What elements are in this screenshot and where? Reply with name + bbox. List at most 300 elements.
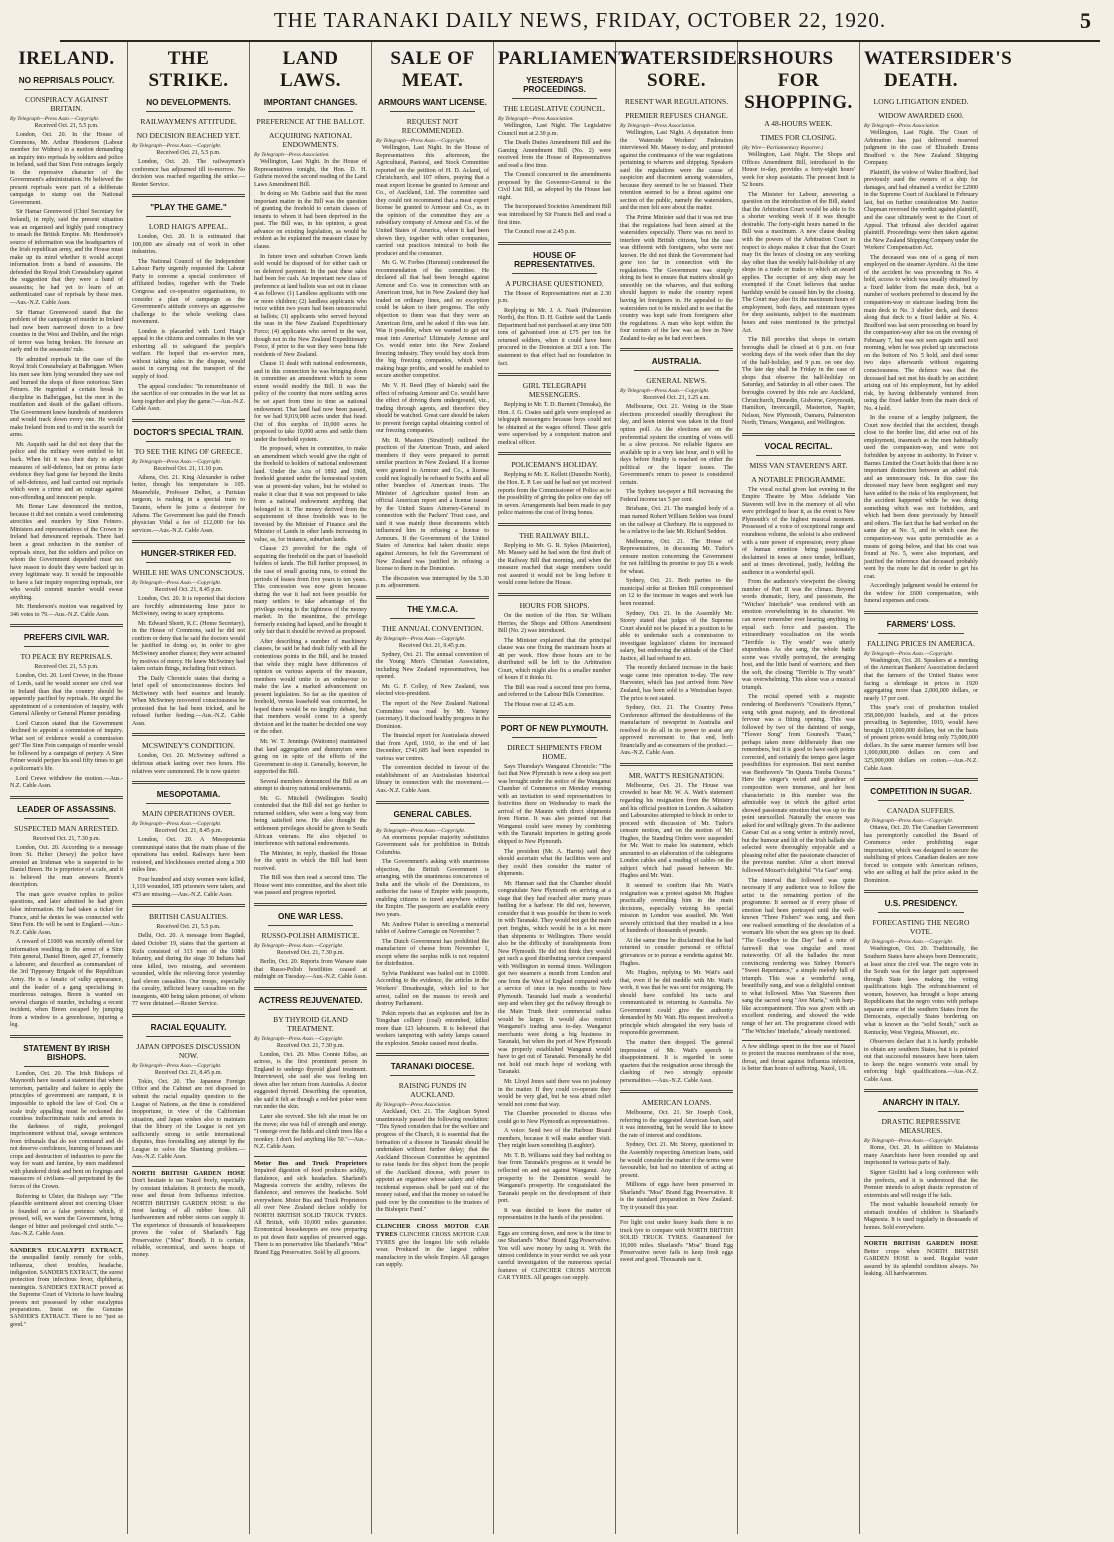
article-paragraph: The report of the New Zealand National Committee was read by Mr. Varney (secretary). It disclosed healthy progress in the Dominion.	[376, 701, 490, 730]
article-paragraph: The president (Mr. A. Harris) said they should ascertain what the facilities were and they could then consider the matter of shipments.	[498, 848, 611, 878]
article-paragraph: London, Oct. 20. McSwiney suffered a delirious attack lasting over two hours. His relatives were summoned. He is now quieter.	[132, 753, 245, 775]
article-headline: TARANAKI DIOCESE.	[390, 1062, 475, 1072]
column	[128, 42, 250, 1534]
column-heading: HOURS FOR SHOPPING.	[744, 48, 853, 113]
dateline: Received Oct. 21, 5.5 p.m.	[156, 924, 221, 931]
headline-rule	[390, 111, 475, 112]
article-paragraph: The Chamber proceeded to discuss who could go to New Plymouth as representatives.	[498, 1111, 611, 1125]
article-paragraph: Rome, Oct. 20. In addition to Malatesta many Anarchists have been rounded up and imprisoned in various parts of Italy.	[864, 1145, 978, 1167]
article-divider	[498, 715, 611, 718]
article-paragraph: Melbourne, Oct. 21. The House of Representatives, in discussing Mr. Tudor's censure motion concerning the Government for not fulfilling its promise to pay £6 a week for wheat.	[620, 538, 733, 575]
article-subheading: LONG LITIGATION ENDED.	[873, 97, 969, 106]
headline-rule	[24, 646, 109, 647]
advertisement	[620, 1216, 733, 1264]
article-paragraph: Sydney, Oct. 21. Mr. Storey, questioned in the Assembly respecting American loans, said he would consider the matter if the terms were favourable, but had no intention of acting at present.	[620, 1142, 733, 1179]
advertisement-title: SANDER'S EUCALYPTI EXTRACT,	[10, 1246, 123, 1254]
article-paragraph: The Bill was then read a second time. The House went into committee, and the short title was passed and progress reported.	[254, 875, 367, 897]
article-paragraph: The matter then dropped. The general impression of Mr. Watt's speech is disappointment. It is regarded in some quarters that the resignation arose through the clashing of two strongly opposite personalities.—Aus.-N.Z. Cable Assn.	[620, 1039, 733, 1084]
article-paragraph: Sir Hamar Greenwood stated that the problem of the campaign of murder in Ireland had now been narrowed down to a few counties in the West and Dublin, and the reign of terror was being broken. He foresaw an early end to the assassins' rule.	[10, 309, 123, 354]
dateline: Received Oct. 21, 9.45 p.m.	[398, 642, 467, 649]
article-paragraph: On the motion of the Hon. Sir William Herries, the Shops and Offices Amendment Bill (No. 2) was introduced.	[498, 612, 611, 635]
advertisement-text: Don't hesitate to use Nazol freely, especially by constant inhalation. It protects the mouth, nose and throat from Influenza infection. NORTH BRITISH GARDEN HOSE is the most lasting of all rubber hose. All hardwaremen and rubber stores can supply it. The experience of thousands of housekeepers proves the value of Sharland's Egg Preservative ("Moa" Brand). It is certain, reliable, economical, and saves heaps of money.	[132, 1178, 245, 1259]
article-subheading: RAISING FUNDS IN AUCKLAND.	[398, 1081, 467, 1100]
column-heading: WATERSIDER'S DEATH.	[864, 48, 1013, 91]
article-paragraph: The Minister for Labour, answering a question on the introduction of the Bill, stated that the Arbitration Court would be able to fix a shorter working week if it was thought desirable. The forty-eight hours named in the Bill was a maximum. A new clause dealing with the powers of the Arbitration Court in respect to shops makes it clear that the Court may fix the hours of closing on any working day other than the weekly half-holiday of any shops in a trade or trades to which an award applies. The occupier of any shop may be exempted if the Court believes that undue hardship would be caused him by the closing. The Court may also fix the maximum hours of employment, both days, and minimum types for shop assistants, subject to the maximum hours and rates mentioned in the principal Act.	[742, 191, 855, 334]
article-paragraph: Mr. Edward Shortt, K.C. (Home Secretary), in the House of Commons, said he did not confirm or deny that he said the doctors would be justified in doing so, in order to give McSwiney another chance; they were actuated by motives of mercy. He knew McSwiney had taken certain things, including fruit extract.	[132, 620, 245, 673]
article-subheading: MCSWINEY'S CONDITION.	[142, 741, 235, 751]
headline-rule	[878, 633, 964, 634]
article-paragraph: London, Oct. 20. Miss Connie Ediss, an actress, is the first prominent person in England to undergo thyroid gland treatment. Interviewed, she said she was feeling ten down after her return from Australia. A doctor suggested thyroid. Describing the operation, she said it felt as though a red-hot poker were run under the skin.	[254, 1051, 367, 1111]
masthead-title: THE TARANAKI DAILY NEWS, FRIDAY, OCTOBER 22, 1920.	[273, 8, 887, 32]
article-paragraph: In future town and suburban Crown lands sold would be disposed of for either cash or on deferred payment. In the past these sales had been for cash. An important new class of preference at land ballots was set out in clause 4 as follows: (1) Landless applicants with one or more children; (2) landless applicants who twice within two years had been unsuccessful at ballots; (3) applicants who served beyond the seas in the New Zealand Expeditionary Force; (4) applicants who served in the war, though not in the New Zealand Expeditionary Force, if prior to the war they were bona fide residents of New Zealand.	[254, 253, 367, 358]
article-paragraph: The Bill was read a second time pro forma, and referred to the Labour Bills Committee.	[498, 684, 611, 699]
article-paragraph: After describing a number of machinery clauses, he said he had dealt fully with all the contentious points in the Bill, and he trusted that while they might have differences of opinion on various aspects of the measure, members would unite in an endeavour to make the law a marked advancement on present legislation. So far as the question of freehold, versus leasehold was concerned, he hoped there would be no lengthy debate, but that members would come to a speedy division and let the matter be decided one way or the other.	[254, 638, 367, 736]
article-divider	[132, 733, 245, 736]
advertisement	[742, 1040, 855, 1074]
article-headline: ARMOURS WANT LICENSE.	[378, 98, 487, 107]
article-paragraph: The Bill provides that shops in certain boroughs shall be closed at 6 p.m. on four working days of the week other than the day of the half-holiday, and 9 p.m. on one day. The late day shall be Friday in the case of shops that observe the half-holiday on Saturday, and Saturday in all other cases. The boroughs covered by this rule are Auckland, Christchurch, Dunedin, Gisborne, Greymouth, Hamilton, Invercargill, Masterton, Napier, Nelson, New Plymouth, Oamaru, Palmerston North, Timaru, Wanganui, and Wellington.	[742, 337, 855, 427]
article-paragraph: The convention decided in favour of the establishment of an Australasian historical library in connection with the movement.—Aus.-N.Z. Cable Assn.	[376, 765, 489, 795]
article-subheading: THE ANNUAL CONVENTION.	[381, 623, 484, 633]
byline: By Telegraph—Press Assn.—Copyright.	[132, 580, 222, 587]
article-subheading: PREFERENCE AT THE BALLOT.	[256, 117, 365, 126]
article-paragraph: Lord Curzon stated that the Government declined to appoint a commission of inquiry. What sort of evidence would a commission get? The Sinn Fein campaign of murder would be followed by a campaign of perjury. A Sinn Feiner would perjure his soul fifty times to get a policeman's life.	[10, 720, 123, 773]
article-subheading: CONSPIRACY AGAINST BRITAIN.	[25, 95, 108, 113]
columns	[6, 42, 1112, 1534]
article-headline: STATEMENT BY IRISH BISHOPS.	[23, 1043, 110, 1062]
article-paragraph: London, Oct. 20. It is reported that doctors are forcibly administering lime juice to McSwiney, owing to scary symptoms.	[132, 596, 245, 618]
byline: By Telegraph—Press Assn.—Copyright.	[864, 939, 954, 946]
byline: By Telegraph—Press Assn.—Copyright.	[132, 143, 222, 149]
article-paragraph: The Council rose at 2.45 p.m.	[504, 229, 576, 236]
dateline: Received Oct. 21, 7.30 p.m.	[276, 1042, 345, 1049]
column-heading: IRELAND.	[18, 48, 115, 69]
advertisement-title: NORTH BRITISH GARDEN HOSE	[132, 1169, 245, 1177]
byline: By Telegraph—Press Assn.—Copyright.	[132, 1062, 222, 1069]
byline: By Telegraph—Press Association.	[498, 116, 574, 122]
article-paragraph: The man gave evasive replies to police questions, and later admitted he had given false information. He had taken a ticket for France, and he denies he was connected with Sinn Fein. He will be sent to England.—Aus.-N.Z. Cable Assn.	[10, 891, 123, 936]
headline-rule	[390, 618, 475, 619]
article-divider	[132, 1014, 245, 1017]
dateline: Received Oct. 21, 5.5 p.m.	[156, 150, 221, 156]
article-headline: U.S. PRESIDENCY.	[884, 899, 958, 909]
byline: By Telegraph—Press Assn.—Copyright.	[376, 827, 466, 834]
article-paragraph: Wellington, Last Night. The Shops and Offices Amendment Bill, introduced in the House to-day, provides a forty-eight hours' week for shop assistants. The present limit is 52 hours.	[742, 152, 855, 189]
article-divider	[498, 523, 611, 526]
dateline: Received Oct. 21, 7.30 p.m.	[276, 949, 345, 956]
article-paragraph: Clause 23 provided for the right of acquiring the freehold on the part of leasehold holders of lands. The Bill further proposed, in the case of small grazing runs, to extend the periods of leases from five years to ten years. This concession was now given because during the war it had not been possible for many settlers to take advantage of the privilege owing to the tightness of the money market. In the meantime, the privilege formerly existing had lapsed, and he thought it only fair that it should be revived as proposed.	[254, 546, 367, 636]
advertisement-text: For light cost under heavy loads there is no truck tyre to compare with NORTH BRITISH SOLID TRUCK TYRES. Guaranteed for 10,000 miles. Sharland's "Moa" Brand Egg Preservative never fails to keep fresh eggs sweet and good. Thousands use it.	[620, 1220, 733, 1264]
article-divider	[10, 1035, 123, 1038]
article-divider	[376, 596, 489, 599]
column-heading: PARLIAMENT.	[498, 48, 636, 69]
article-paragraph: Wellington, Last Night. In the House of Representatives this afternoon, the Agricultural, Pastoral, and Stock Committee reported on the petition of H. D. Acland, of Christchurch, and 107 others, praying that a meat export license be granted to Armour and Co., of Auckland, Ltd. The committee said they could not recommend that a meat export license be granted to Armour and Co., as in the opinion of the committee they are a subsidiary company of Armour and Co. of the United States of America, where it had been shown they, together with other companies, carried out practices inimical to both the producer and the consumer.	[376, 145, 489, 257]
article-paragraph: Referring to Ulster, the Bishops say: "The plausible sentiment about not coercing Ulster is founded on a false pretence which, if pressed, will, we warn the Government, bring danger of bitter and prolonged civil strife."—Aus.-N.Z. Cable Assn.	[10, 1193, 123, 1238]
headline-rule	[268, 111, 353, 112]
article-headline: VOCAL RECITAL.	[764, 441, 833, 451]
column	[494, 42, 636, 1534]
headline-rule	[146, 441, 231, 442]
article-paragraph: Pekin reports that an explosion and fire in Tongshan colliery (coal) entombed, killed more than 123 labourers. It is believed that workers tampering with safety lamps caused the explosion. Smoke caused most deaths.	[376, 1010, 489, 1047]
article-paragraph: An enormous popular majority substitutes Government sale for prohibition in British Columbia.	[376, 834, 489, 856]
article-divider	[132, 419, 245, 422]
article-divider	[498, 242, 611, 245]
column	[250, 42, 372, 1534]
column	[616, 42, 763, 1534]
article-subheading: FALLING PRICES IN AMERICA.	[867, 638, 975, 648]
article-headline: FARMERS' LOSS.	[886, 619, 956, 629]
article-paragraph: Mr. Asquith said he did not deny that the police and the military were entitled to hit back. When hit it was their duty to adopt measures of self-defence, but on prima facie evidence they had gone far beyond the limits of self-defence, and had carried out reprisals which were a crime and an outrage against non-offending and innocent people.	[10, 441, 123, 501]
dateline: Received Oct. 21, 8.45 p.m.	[154, 828, 223, 835]
article-paragraph: He proposed, when in committee, to make an amendment which would give the right of the freehold to holders of national endowment land. Under the Acts of 1892 and 1908, freehold granted under the homestead system was at present-day values, but he wished to make it clear that it was not proposed to take from a national endowment anything that belonged to it. The money derived from the acquirement of these freeholds was to be invested by the Minister of Finance and the Minister of Lands in other lands increasing in value, as, for instance, suburban lands.	[254, 446, 367, 543]
article-paragraph: London, Oct. 20. Lord Crewe, in the House of Lords, said he would sooner see civil war in Ireland than that the country should be apparently pacified by reprisals. He urged the appointment of a commission of inquiry, with General Allenby or General Plumer presiding.	[10, 673, 123, 718]
article-paragraph: Mr. Hannan said that the Chamber should congratulate New Plymouth on arriving at a stage that they had reached after many years battling for a harbour. He did not, however, consider that it was possible for them to work in with Taranaki. They would not get the main port freights, which would be in a lot more than shipments to Wellington. There would also be the difficulty of transhipments from New Plymouth. He did not think they would get such a good distributing service compared with Wellington in normal times. Wellington got two steamers a month from London and one from the West of England compared with a service of once in two months to New Plymouth. Taranaki had made a wonderful step and when they got the railway through to the Main Trunk their commercial radius would be larger. It would also restrict Wanganui's trading area to-day. Wanganui merchants were doing a big business in Taranaki, but when the port of New Plymouth was properly established Wanganui would have to get out of Taranaki. Personally he did not hold out much hope of working with Taranaki.	[498, 880, 611, 1076]
article-divider	[498, 373, 611, 376]
article-divider	[620, 763, 733, 766]
advertisement	[498, 1227, 611, 1283]
dateline: Received Oct. 21, 11.10 p.m.	[153, 465, 224, 472]
article-subheading: GENERAL NEWS.	[646, 376, 707, 386]
article-paragraph: It was decided to leave the matter of representation in the hands of the president.	[498, 1207, 611, 1222]
article-paragraph: The Sydney tax-payer a Bill increasing the Federal income tax 5 per cent.	[620, 489, 733, 503]
article-paragraph: Four hundred and sixty women were killed, 1,119 wounded, 185 prisoners were taken, and 473 are missing.—Aus.-N.Z. Cable Assn.	[132, 876, 245, 898]
advertisement	[132, 1166, 245, 1260]
dateline: Received Oct. 21, 8.45 p.m.	[154, 587, 223, 594]
article-divider	[742, 433, 855, 436]
article-paragraph: Replying to Mr. E. Kellett (Dunedin North), the Hon. E. P. Lee said he had not yet received reports from the Commissioner of Police as to the possibility of giving the police one day off in seven. Arrangements had been made to pay police matrons the cost of living bonus.	[498, 472, 611, 517]
article-paragraph: From the audience's viewpoint the closing number of Part II was the climax. Beyond words dramatic, fiery, and passionate, the "Witches' Interlude" was rendered with an emotion overwhelming in its character. We can never remember ever hearing anything to equal such force and passion. The extraordinary vocalisation on the words "Terrible is Thy wrath" was utterly stupendous. As she sang, the whole battle scene was vividly portrayed, the avenging host, and the little band of warriors; and then the soft, the closing "Terrible is Thy wrath" was overwhelming. This alone was a musical triumph.	[742, 579, 855, 691]
article-paragraph: The House rose at 12.45 a.m.	[504, 701, 575, 708]
article-paragraph: Mr. Lloyd Jones said there was no jealousy in the matter. If they could co-operate they would be very glad, but he was afraid relief would not come that way.	[498, 1078, 611, 1108]
article-paragraph: The Incorporated Societies Amendment Bill was introduced by Sir Francis Bell and read a first time.	[498, 204, 611, 226]
article-subheading: AMERICAN LOANS.	[641, 1098, 712, 1108]
article-paragraph: London, Oct. 20. According to a message from St. Helier (Jersey) the police have arrested an Irishman who is suspected to be Daniel Breen. He is proprietor of a cafe, and it is believed the man answers Breen's description.	[10, 844, 123, 889]
article-paragraph: The Council concurred in the amendments proposed by the Governor-General to the Civil List Bill, as adopted by the House last night.	[498, 172, 611, 201]
article-paragraph: It seemed to confirm that Mr. Watt's resignation was a protest against Mr. Hughes practically overruling him in the main decisions, especially vetoing his special mission in London was assailed. Mr. Watt severely criticised that they resulted in a loss of hundreds of thousands of pounds.	[620, 883, 733, 935]
article-paragraph: The appeal concludes: "In remembrance of the sacrifice of our comrades in the war let us keep together and play the game."—Aus.-N.Z. Cable Assn.	[132, 383, 245, 413]
article-paragraph: Replying to Mr. G. R. Sykes (Masterton), Mr. Massey said he had seen the first draft of the Railway Bill that morning, and when the measure reached that stage members could rest assured it would not be long before it would come before the House.	[498, 542, 611, 587]
article-subheading: FORECASTING THE NEGRO VOTE.	[872, 918, 970, 937]
article-paragraph: Clause 11 dealt with national endowments, and in this connection he was bringing down in committee an amendment which to some extent would modify the Bill. It was the policy of the country that more settling acres be set apart from time to time as national endowment. That land had now been passed, for we had 9,019,000 acres under that head. Out of this surplus of 10,000 acres he proposed to take 10,000 acres and settle them under the freehold system.	[254, 361, 367, 443]
article-headline: DOCTOR'S SPECIAL TRAIN.	[133, 427, 244, 437]
article-paragraph: Plaintiff, the widow of Walter Bradford, had previously sued the owners of a ship for damages, and had obtained a verdict for £2900 in the Supreme Court of Auckland in February last, but on further consideration Mr. Justice Chapman reversed the verdict against plaintiff, and the case ultimately went to the Court of Appeal. That tribunal also decided against plaintiff. Proceedings were then taken against the New Zealand Shipping Company under the Workers' Compensation Act.	[864, 169, 978, 252]
article-subheading: RESENT WAR REGULATIONS.	[624, 97, 729, 106]
article-paragraph: Berlin, Oct. 20. Reports from Warsaw state that Russo-Polish hostilities ceased at midnight on Tuesday.—Aus.-N.Z. Cable Assn.	[254, 958, 367, 981]
article-paragraph: Sydney, Oct. 21. The Country Press Conference affirmed the desirableness of the manufacture of newsprint in Australia and resolved to do all in its power to assist any approved movement to that end, both financially and as consumers of the product.—Aus.-N.Z. Cable Assn.	[620, 705, 734, 757]
article-paragraph: Sydney, Oct. 21. The annual convention of the Young Men's Christian Association, including New Zealand representatives, has opened.	[376, 651, 489, 681]
article-paragraph: The recital opened with a majestic rendering of Beethoven's "Creation's Hymn," sung with great majesty, and its devotional fervour was a fitting opening. This was followed by two of the daintiest of songs, "Flower Song" from Gounod's "Faust," perhaps taken more deliberately than one remembers, but it is good to have such points corrected, and certainly the tempo gave larger possibilities for expression. But next number was Beethoven's "In Questa Tomba Oscura." Here the singer's weird and grandeur of composition were immense, and her best characteristic in this number was the admirable way in which the gifted artist showed passionate emotion that was up to the point unexcelled. Naturally the encore was asked for and willingly given. To the audience Caesar Cui as a song writer is entirely novel, but the humour and lilt of the Irish ballade she selected were thoroughly enjoyable and a pleasing relief after the passionate character of the previous number. After a short interval followed Mozart's delightful "Via Gast" song.	[742, 694, 855, 875]
advertisement	[864, 1236, 978, 1278]
headline-rule	[146, 1036, 231, 1037]
article-paragraph: Sydney, Oct. 21. In the Assembly Mr. Storey stated that judges of the Supreme Court should not be placed in a position to be able to undertake such a commission to investigate legislators' claims for increased salary, but endorsing the attitude of the Chief Justice, all had refused to act.	[620, 610, 733, 662]
article-paragraph: The deceased was one of a gang of men employed on the steamer Ayrshire. At the time of the accident he was proceeding in No. 4 hold, access to which was usually obtained by a fixed ladder from the main deck, but a number of workers preferred to descend by the companion-way or staircase leading from the main deck to No. 3 shelter deck, and thence along that deck to a fixed ladder at No. 4. Bradford was last seen proceeding on board by the companion-way after tea on the evening of February 7, but was not seen again until next morning, when he was picked up unconscious on the bottom of No. 5 hold, and died some two days afterwards without regaining consciousness. The defence was that the deceased had not met his death by an accident arising out of his employment, but by added risk, by having deliberately ventured from using the fixed ladder from the main deck of No. 4 hold.	[864, 254, 978, 412]
article-headline: GENERAL CABLES.	[393, 809, 472, 819]
article-subheading: CANADA SUFFERS.	[887, 806, 955, 816]
article-paragraph: Mr. R. Masters (Stratford) outlined the practices of the American Trusts, and asked members if they were prepared to permit similar practices in New Zealand. If a license were granted to Armour and Co., a license could not logically be refused to Swifts and all other branches of American trusts. The Minister of Agriculture quoted from an official American report and a license issued by the United States Attorney-General in connection with the Packers' Trust case, and said it was mainly these documents which influenced him in refusing a license to Armours. If the Government of the United States of America had taken drastic steps against Armours, he felt the Government of New Zealand was justified in refusing a license to them in the Dominion.	[376, 437, 489, 573]
article-paragraph: A reward of £1000 was recently offered for information resulting in the arrest of a Sinn Fein general, Daniel Breen, aged 27, formerly a labourer, and described as commandant of the 3rd Tipperary Brigade of the Republican Army. He is a fanatic of sulky appearance, and the leader of a gang specialising in murderous outrages. Breen is wanted on several charges of murder, including a recent incident, when Breen escaped by jumping from a window to a greenhouse, injuring a leg.	[10, 939, 123, 1029]
advertisement-text: Better crops when NORTH BRITISH GARDEN HOSE is used. Regular water assured by its splendid condition always. No leaking. All hardwaremen.	[864, 1248, 978, 1277]
article-paragraph: Mr. T. B. Williams said they had nothing to fear from Taranaki's progress as it would be reflected on and not against Wanganui. Any prosperity to the Dominion would be Wanganui's prosperity. He congratulated the Taranaki people on the development of their port.	[498, 1152, 611, 1205]
article-paragraph: Mr. G. Mitchell (Wellington South) contended that the Bill did not go further to returned soldiers, who were a long way from being satisfied now. He also thought the settlement privileges should be given to South African veterans. He also objected to interference with national endowments.	[254, 795, 367, 848]
article-paragraph: The House of Representatives met at 2.30 p.m.	[498, 290, 611, 305]
article-headline: PORT OF NEW PLYMOUTH.	[500, 723, 609, 733]
advertisement-text: A few shillings spent in the free use of Nazol to protect the mucous membranes of the nose, throat, and throat against Influenza infection, is better than hours of suffering. Nazol, 1/6.	[742, 1044, 855, 1073]
article-paragraph: Mr. Andrew Fisher is unveiling a memorial tablet of Andrew Carnegie on November 7.	[376, 921, 489, 936]
article-paragraph: Wellington, Last Night. In the House of Representatives tonight, the Hon. D. H. Guthrie moved the second reading of the Land Laws Amendment Bill.	[254, 159, 367, 188]
article-paragraph: Sir Hamar Greenwood (Chief Secretary for Ireland), in reply, said the present situation was an organised and highly paid conspiracy to smash the British Empire. Mr. Henderson's source of information was the headquarters of the Irish republican army, and the House must make up its mind whether it would accept information from a band of assassins. He defended the Royal Irish Constabulary against the suggestion that they were a band of assassins; he had yet to learn of an authenticated case of reprisals by these men.—Aus.-N.Z. Cable Assn.	[10, 209, 123, 307]
article-headline: LEADER OF ASSASSINS.	[17, 804, 116, 814]
advertisement-text: Eggs are coming down, and now is the time to use Sharland's "Moa" Brand Egg Preservative. You will save money by using it. With the utmost confidence in your verdict we ask your careful investigation of the numerous special features of CLINCHER CROSS MOTOR CAR TYRES. All garages can supply.	[498, 1230, 611, 1282]
article-paragraph: The most valuable household remedy for stomach troubles of children is Sharland's Magnesia. It is used regularly in thousands of homes. Sold everywhere.	[864, 1202, 978, 1231]
article-paragraph: This year's cost of production totalled 358,000,000 bushels, and at the prices prevailing in September, 1919, would have brought 113,000,000 dollars, but on the basis of present prices would bring only 73,000,000 dollars. In the same manner farmers will lose 1,000,000,000 dollars on corn and 325,000,000 dollars on cotton.—Aus.-N.Z. Cable Assn.	[864, 705, 978, 772]
byline: By Telegraph—Press Assn.—Copyright.	[864, 818, 954, 825]
article-paragraph: Mr. G. W. Forbes (Hurunui) condemned the recommendation of the committee. He declared all that had been brought against Armour and Co. was in connection with an American trust, but in New Zealand they had traded on ordinary lines, and no exception could be taken to their progress. The only objection to them was that they were an American firm, and he asked if this was fair. Was it possible, when we wanted to get our meat into America? Ultimately Armour and Co. would enter into the New Zealand freezing industry. They would buy stock from the big freezing companies, which were making huge profits, and would be enabled to secure another competitor.	[376, 260, 489, 380]
advertisement-text: CLINCHER CROSS MOTOR CAR TYRES give the longest life with reliable wear. Produced in the largest rubber manufactory in the whole Empire. All garages can supply.	[376, 1232, 489, 1269]
article-paragraph: London is placarded with Lord Haig's appeal to the citizens and comrades in the war exhorting all to safeguard the people's welfare. He hoped that ex-service men, without taking sides in the dispute, would assist in carrying out the transport of the supply of food.	[132, 328, 245, 381]
article-divider	[620, 348, 733, 351]
headline-rule	[24, 1066, 109, 1067]
byline: By Telegraph—Press Association.	[620, 123, 696, 129]
byline: By Telegraph—Press Association.	[254, 152, 330, 158]
article-paragraph: Wellington, Last Night. A deputation from the Waterside Workers' Federation interviewed Mr. Massey to-day, and protested against the continuance of the war regulations pertaining to wharves and shipping. Speakers said the regulations were the cause of suspicion and discontent among watersiders, because they seemed to be so biassed. Their retention seemed to be a threat against one section of the public, namely the watersiders, and the men felt sore about the matter.	[620, 130, 733, 212]
article-subheading: A NOTABLE PROGRAMME.	[751, 474, 846, 484]
article-headline: MESOPOTAMIA.	[156, 790, 221, 800]
article-subheading: THE LEGISLATIVE COUNCIL.	[503, 104, 606, 113]
article-paragraph: London, Oct. 20. It is estimated that 100,000 are already out of work in other industries.	[132, 234, 245, 256]
column-heading: LAND LAWS.	[279, 48, 342, 91]
article-paragraph: Mr. W. T. Jennings (Waitomo) maintained that land aggregation and dummyism were going on in spite of the efforts of the Government to stop it. Generally, however, he supported the Bill.	[254, 739, 367, 776]
article-paragraph: The Dutch Government has prohibited the manufacture of cheese from November 1, except where the surplus milk is not required for distribution.	[376, 938, 489, 968]
article-paragraph: Wellington, Last Night. The Legislative Council met at 2.30 p.m.	[498, 123, 611, 137]
article-divider	[376, 801, 489, 804]
article-divider	[864, 778, 978, 781]
article-headline: HOUSE OF REPRESENTATIVES.	[514, 250, 595, 269]
article-paragraph: Washington, Oct. 20. Traditionally, the Southern States have always been Democratic, at least since the civil war. The negro vote in the South was for the larger part suppressed through State laws making the voting qualifications high. The enfranchisement of women, however, has brought a hope among Republicans that the negro votes with perhaps separate some of the southern States from the Democrats, especially States bordering on what is known as the "solid South," such as Kentucky, West Virginia, Missouri, etc.	[864, 946, 978, 1036]
article-paragraph: The Prime Minister said that it was not true that the regulations had been aimed at the watersiders especially. There was no need to interfere with British citizens, but the case was different with foreigners, who were not known. He did not think the Government had gone too far in connection with the regulations. The Government was simply doing its best to ensure that matters should go smoothly on the wharves, and that nothing should happen to make the country repent having let foreigners in. He appealed to the watersiders not to be misled and to see that the country was kept safe from foreigners after the regulations. A man who kept within the four corners of the law was as free in New Zealand to-day as he had ever been.	[620, 215, 734, 342]
byline: By Telegraph—Press Assn.—Copyright.	[254, 942, 344, 949]
column-heading: WATERSIDERS SORE.	[620, 48, 763, 91]
masthead	[60, 8, 1100, 42]
headline-rule	[24, 89, 109, 90]
article-headline: ACTRESS REJUVENATED.	[258, 995, 363, 1005]
article-paragraph: Sydney, Oct. 21. Both parties to the municipal strike at Broken Hill compromised on 12 to the increase in wages and work has been resumed.	[620, 578, 733, 607]
article-paragraph: London, Oct. 20. A Mesopotamia communiqué states that the main phase of the operations has ended. Railways have been restored, and blockhouses erected along a 300 miles line.	[132, 837, 245, 874]
article-paragraph: Melbourne, Oct. 21. Sir Joseph Cook, referring to the suggested American loan, said it was interesting, but he would like to know the rate of interest and conditions.	[620, 1110, 733, 1139]
headline-rule	[146, 562, 231, 563]
article-headline: "PLAY THE GAME."	[150, 203, 227, 213]
article-paragraph: The financial report for Australasia showed that from April, 1910, to the end of last December, £741,685 had been expended in various war centres.	[376, 733, 489, 762]
article-divider	[10, 624, 123, 627]
article-subheading: DRASTIC REPRESSIVE MEASURES.	[881, 1117, 961, 1136]
article-subheading: NO DECISION REACHED YET.	[136, 131, 241, 140]
headline-rule	[634, 370, 719, 371]
article-paragraph: London, Oct. 20. In the House of Commons, Mr. Arthur Henderson (Labour member for Widnes) in a motion demanding an inquiry into reprisals by soldiers and police in Ireland, said that Sinn Fein outrages largely in the repressive character of the Government's administration. He believed the present reprisals were part of a deliberate campaign to stamp out the National Government.	[10, 132, 123, 206]
headline-rule	[146, 216, 231, 217]
article-subheading: TIMES FOR CLOSING.	[760, 133, 837, 142]
article-subheading: WHILE HE WAS UNCONSCIOUS.	[132, 568, 245, 578]
article-paragraph: Washington, Oct. 20. Speakers at a meeting of the American Bankers' Association declared that the farmers of the United States were facing a shrinkage in prices in 1920 aggregating more than 2,000,000 dollars, or nearly 17 per cent.	[864, 657, 978, 702]
article-paragraph: Brisbane, Oct. 21. The mangled body of a man named Robert William Seldon was found on the railway at Cherbury. He is supposed to be a relative to the late Mr. Richard Seddon.	[620, 506, 733, 536]
byline: By Telegraph—Press Assn.—Copyright.	[864, 1138, 954, 1145]
article-divider	[864, 611, 978, 614]
article-subheading: TO PEACE BY REPRISALS.	[20, 652, 113, 662]
article-paragraph: Delhi, Oct. 20. A message from Bagdad, dated October 19, states that the garrison at Kufa consisted of 313 men of the 108th Infantry, and during the siege 30 Indians had nine killed, two missing, and seventeen wounded, while the relieving force yesterday had eleven casualties. Our troops, especially the cavalry, inflicted heavy casualties on the insurgents, 400 being taken prisoner, of whom 77 were detained.—Reuter Service.	[132, 933, 245, 1008]
headline-rule	[146, 803, 231, 804]
article-paragraph: Millions of eggs have been preserved in Sharland's "Moa" Brand Egg Preservative. It is the standard preparation in New Zealand. Try it yourself this year.	[620, 1182, 733, 1211]
article-paragraph: Sylvia Pankhurst was bailed out in £1000. According to the evidence, the articles in the Workers' Dreadnought, which led to her arrest, called on the masses to revolt and destroy Parliament.	[376, 970, 489, 1008]
byline: By Telegraph—Press Assn.—Copyright.	[620, 388, 710, 395]
headline-rule	[878, 912, 964, 913]
article-paragraph: Says Thursday's Wanganui Chronicle: "The fact that New Plymouth is now a deep sea port was brought under the notice of the Wanganui Chamber of Commerce on Monday evening with an invitation to send representatives to festivities there on Wednesday to mark the arrival of the Maunie with direct shipments from Home. It was also pointed out that Wanganui could save money by combining with the Taranaki importers in getting goods shipped to New Plymouth.	[498, 763, 611, 845]
article-subheading: BY THYROID GLAND TREATMENT.	[273, 1014, 348, 1033]
byline: By Telegraph—Press Assn.—Copyright.	[10, 116, 100, 122]
article-subheading: POLICEMAN'S HOLIDAY.	[511, 460, 598, 470]
article-paragraph: At the same time he disclaimed that he had returned to consider personal or official grievances or to pursue a vendetta against Mr. Hughes.	[620, 937, 733, 967]
article-paragraph: The discussion was interrupted by the 5.30 p.m. adjournment.	[376, 575, 489, 590]
article-subheading: A 48-HOURS WEEK.	[764, 119, 833, 128]
article-headline: YESTERDAY'S PROCEEDINGS.	[523, 76, 586, 94]
headline-rule	[512, 98, 597, 99]
page-number: 5	[1080, 8, 1092, 33]
article-paragraph: Wellington, Last Night. The Court of Arbitration has just delivered reserved judgment in the case of Elizabeth Emma Bradford v. the New Zealand Shipping Company.	[864, 130, 978, 167]
headline-rule	[878, 1111, 964, 1112]
dateline: Received Oct. 21, 5.5 p.m.	[34, 664, 99, 671]
article-paragraph: The Minister explained that the principal clause was one fixing the maximum hours at 48 per week. How those hours are to be distributed will be left to the Arbitration Court, which might also fix a smaller number of hours if it thinks fit.	[498, 637, 611, 682]
article-paragraph: London, Oct. 20. The railwaymen's conference has adjourned till to-morrow. No decision was reached regarding the strike.—Reuter Service.	[132, 159, 245, 188]
advertisement-title: Motor Bus and Truck Proprietors	[254, 1159, 367, 1167]
advertisement	[376, 1219, 489, 1269]
article-headline: HUNGER-STRIKER FED.	[140, 549, 237, 559]
article-divider	[864, 1089, 978, 1092]
article-paragraph: Athens, Oct. 21. King Alexander is rather better, though his temperature is 105. Meanwhile, Professor Delbet, a Parisian surgeon, is rushing in a special train to Taranto, where he joins a destroyer for Athens. The Government has paid the French physician Vidal a fee of £12,000 for his services.—Aus.-N.Z. Cable Assn.	[132, 474, 245, 534]
article-paragraph: London, Oct. 20. The Irish Bishops of Maynooth have issued a statement that where terrorism, partiality and failure to apply the principles of government are rampant, it is impossible to uphold the law of God. On a scale truly appalling must be reckoned the countless indiscriminate raids and arrests in the darkness of night, prolonged imprisonment without trial, savage sentences from tribunals that do not command and do not deserve confidence, burning of houses and crops and destruction of industries to pave the way for want and famine, by men maddened with plundered drink and bent on forgings and massacres of civilians—all perpetrated by the forces of the Crown.	[10, 1070, 123, 1190]
article-divider	[498, 452, 611, 455]
article-divider	[376, 1053, 489, 1056]
article-headline: NO REPRISALS POLICY.	[18, 76, 115, 85]
article-subheading: JAPAN OPPOSES DISCUSSION NOW.	[136, 1041, 241, 1060]
headline-rule	[878, 800, 964, 801]
article-subheading: REQUEST NOT RECOMMENDED.	[401, 117, 464, 135]
article-divider	[10, 796, 123, 799]
article-headline: PREFERS CIVIL WAR.	[23, 633, 110, 643]
dateline: Received Oct. 21, 1.25 a.m.	[643, 395, 710, 402]
advertisement	[254, 1156, 367, 1257]
column	[860, 42, 1013, 1534]
article-paragraph: Tokio, Oct. 20. The Japanese Foreign Office and the Cabinet are not disposed to submit the racial equality question to the League of Nations, as the time is considered inopportune, in view of the Californian situation, and Japan wishes also to maintain that the library of the League is not yet sufficiently strong to settle international disputes, thus forestalling any attempt by the League to solve the Shantung problem.—Aus.-N.Z. Cable Assn.	[132, 1078, 245, 1161]
article-paragraph: Replying to Mr. T. D. Burnett (Temuka), the Hon. J. G. Coates said girls were employed as telegraph messengers because boys could not be obtained at the wages offered. These girls were supervised by a competent matron and medical officer.	[498, 402, 612, 446]
headline-rule	[268, 1009, 353, 1010]
article-divider	[254, 903, 367, 906]
advertisement-title: CLINCHER CROSS MOTOR CAR TYRES	[376, 1222, 489, 1239]
article-divider	[254, 987, 367, 990]
article-divider	[498, 593, 611, 596]
article-paragraph: Observers declare that it is hardly probable to obtain any southern States, but it is pointed out that successful measures have been taken to keep the negro women's vote small by enforcing high qualifications.—Aus.-N.Z. Cable Assn.	[864, 1039, 978, 1083]
article-headline: RACIAL EQUALITY.	[150, 1022, 227, 1032]
column-heading: SALE OF MEAT.	[390, 48, 475, 91]
headline-rule	[24, 818, 109, 819]
article-subheading: PREMIER REFUSES CHANGE.	[625, 111, 728, 120]
article-subheading: WIDOW AWARDED £600.	[878, 111, 964, 120]
headline-rule	[146, 111, 231, 112]
article-subheading: DIRECT SHIPMENTS FROM HOME.	[507, 742, 602, 761]
article-subheading: SUSPECTED MAN ARRESTED.	[14, 823, 119, 833]
advertisement-text: the unequalled family remedy for colds, influenza, chest troubles, headache, indigestion. SANDER'S EXTRACT, the surest protection from infectious fever, diphtheria, meningitis. SANDER'S EXTRACT proved at the Supreme Court of Victoria to have healing powers not possessed by other eucalyptus preparations. Insist on the Genuine SANDER'S EXTRACT. There is no "just as good."	[10, 1255, 123, 1328]
byline: By Telegraph—Press Association.	[864, 123, 940, 129]
headline-rule	[390, 823, 475, 824]
advertisement	[10, 1243, 123, 1329]
article-headline: NO DEVELOPMENTS.	[146, 98, 231, 107]
article-subheading: A PURCHASE QUESTIONED.	[505, 278, 604, 288]
byline: By Telegraph—Press Assn.—Copyright.	[132, 458, 222, 465]
dateline: Received Oct. 21, 7.30 p.m.	[32, 835, 101, 842]
article-subheading: BRITISH CASUALTIES.	[148, 912, 229, 922]
article-paragraph: In doing so Mr. Guthrie said that the most important matter in the Bill was the question of granting the freehold to certain classes of tenants to whom it had been deprived in the past. The Bill was, in his opinion, a great advance on existing legislation, as would be evident as he explained the measure clause by clause.	[254, 191, 367, 251]
byline: (By Wire—Parliamentary Reporter.)	[742, 145, 824, 151]
byline: By Telegraph—Press Assn.—Copyright.	[376, 138, 466, 144]
article-subheading: THE RAILWAY BILL.	[519, 530, 590, 540]
article-subheading: RUSSO-POLISH ARMISTICE.	[261, 930, 360, 940]
article-paragraph: Auckland, Oct. 21. The Anglican Synod unanimously passed the following resolution: "This Synod considers that for the welfare and progress of the Church, it is essential that the formation of a diocese in Taranaki should be undertaken without further delay; that the Auckland Diocesan Committee be appointed to raise funds for this object from the people of the Auckland diocese, with power to appoint an organiser whose salary and other incidental expenses shall be paid out of the money raised, and that the money so raised be paid over by the committee to the trustees of the Bishopric Fund."	[376, 1109, 489, 1214]
article-paragraph: Mr. Hughes, replying to Mr. Watt's said that, even if he did meddle with Mr. Watt's work, it was that he was sent for resigning. He should have confided his tacts and communicated in returning to Australia. No Government could give the authority demanded by Mr. Watt. His request involved a principle which abrogated the very basis of responsible government.	[620, 970, 733, 1037]
column-heading: THE STRIKE.	[148, 48, 229, 91]
article-divider	[132, 540, 245, 543]
column	[372, 42, 494, 1534]
article-paragraph: Mr. G. F. Colley, of New Zealand, was elected vice-president.	[376, 683, 489, 698]
article-subheading: RAILWAYMEN'S ATTITUDE.	[140, 117, 237, 126]
byline: By Telegraph—Press Assn.—Copyright.	[864, 650, 954, 657]
advertisement-title: NORTH BRITISH GARDEN HOSE	[864, 1240, 978, 1248]
byline: By Telegraph—Press Assn.—Copyright.	[254, 1035, 344, 1042]
article-paragraph: The Government's asking with unanimous objection, the British Government is arranging, with the unanimous concurrence of India and the whole of the Dominions, to authorise the issue of Empire wide passports, enabling citizens to travel anywhere within the Empire. The passports are available every two years.	[376, 859, 489, 919]
headline-rule	[512, 273, 597, 274]
article-subheading: TO SEE THE KING OF GREECE.	[134, 446, 243, 456]
article-paragraph: Mr. Henderson's motion was negatived by 346 votes to 79.—Aus.-N.Z. Cable Assn.	[10, 604, 123, 618]
article-paragraph: The Daily Chronicle states that during a brief spell of unconsciousness doctors fed McSwiney with beef essence and brandy. When McSwiney recovered consciousness he protested that he had been tricked, and he refused further feeding.—Aus.-N.Z. Cable Assn.	[132, 675, 245, 727]
article-subheading: MAIN OPERATIONS OVER.	[141, 809, 236, 819]
article-paragraph: Melbourne, Oct. 21. The House was crowded to hear Mr. W. A. Watt's statement regarding his resignation from the Ministry and his official position in London. A saltation and Laboursites attempted to block in order to proceed with discussion of Mr. Tudor's censure motion, and on the motion of Mr. Hughes, the Standing Orders were suspended for Mr. Watt to make his statement, which amounted to an elaboration of the cablegrams London cables and a reading of cables on the subject which had passed between Mr. Hughes and Mr. Watt.	[620, 782, 733, 880]
dateline: Received Oct. 21, 5.5 p.m.	[34, 123, 99, 129]
column	[6, 42, 128, 1534]
article-subheading: GIRL TELEGRAPH MESSENGERS.	[522, 381, 587, 400]
article-headline: IMPORTANT CHANGES.	[263, 98, 358, 107]
article-headline: COMPETITION IN SUGAR.	[870, 787, 972, 797]
headline-rule	[390, 1075, 475, 1076]
article-divider	[132, 194, 245, 197]
article-subheading: ACQUIRING NATIONAL ENDOWMENTS.	[269, 131, 352, 149]
article-subheading: LORD HAIG'S APPEAL.	[148, 222, 229, 232]
article-paragraph: Replying to Mr. J. A. Nash (Palmerston North), the Hon. D. H. Guthrie said the Lands Department had not purchased at any time 500 tons of galvanised iron at £75 per ton for returned soldiers, when it could have been procured in the Dominion at £63 a ton. The statement to that effect had no foundation in fact.	[498, 307, 612, 367]
headline-rule	[512, 737, 597, 738]
article-paragraph: Ottawa, Oct. 20. The Canadian Government has peremptorily cancelled the Board of Commerce order prohibiting sugar importation, which was designed to secure the stabilising of prices. Canadian dealers are now forced to compete with American refiners, who are selling at half the price asked in the Dominion.	[864, 825, 978, 884]
article-paragraph: The Minister, in reply, thanked the House for the spirit in which the Bill had been received.	[254, 850, 367, 872]
advertisement-text: Impaired digestion of food produces acidity, flatulence, and sick headaches. Sharland's Magnesia corrects the acidity, relieves the flatulence, and removes the headache. Sold everywhere. Motor Bus and Truck Proprietors all over New Zealand declare solidly for NORTH BRITISH SOLID TRUCK TYRES. All British, with 10,000 miles guarantee. Economical housekeepers are now preparing to put down their supplies of preserved eggs. There is no preservative like Sharland's "Moa" Brand Egg Preservative. Sold by all grocers.	[254, 1168, 367, 1256]
article-paragraph: The vocal recital given last evening in the Empire Theatre by Miss Adelaide Van Staveren will live in the memory of all who were privileged to hear it, as the event is New Plymouth's of the highest musical moment. Possessed of a voice of exceptional range and roundness volume, the soloist is also endowed with a rare power of expression, every phase of human emotion being passionately declaimed in tones at once tender, brilliant, and at times devotional, justly, holding the audience in a wonderful spell.	[742, 486, 855, 576]
article-paragraph: Lord Crewe withdrew the motion.—Aus.-N.Z. Cable Assn.	[10, 775, 123, 790]
byline: By Telegraph—Press Assn.—Copyright.	[132, 821, 222, 828]
article-paragraph: Several members denounced the Bill as an attempt to destroy national endowments.	[254, 778, 367, 793]
article-paragraph: He admitted reprisals in the case of the Royal Irish Constabulary at Balbriggan. When his men saw him lying wounded they saw red and burned the shops of three notorious Sinn Feiners. He regretted a certain break in discipline in Balbriggan, but the men in the mutilation and death of the gallant officers. The Government knew hundreds of murderers and would track down every one. He would make Ireland from end to end in the search for arms.	[10, 356, 123, 439]
article-subheading: MISS VAN STAVEREN'S ART.	[749, 460, 848, 470]
article-paragraph: Later she revived. She felt she must be on the move; she was full of strength and energy. "I emerge over the fields and climb trees like a monkey. I don't feel anything like 50."—Aus.-N.Z. Cable Assn.	[254, 1113, 368, 1151]
article-divider	[620, 1090, 733, 1093]
article-paragraph: Accordingly judgment would be entered for the widow for £600 compensation, with funeral expenses and costs.	[864, 583, 978, 605]
article-paragraph: Signor Giolitti had a long conference with the prefects, and it is understood that the Premier intends to adopt drastic repression of extremists and will resign if he fails.	[864, 1169, 978, 1199]
article-paragraph: The interval that followed was quite necessary if any audience was to follow the artist in the remaining portion of the programme. It seemed as if every phase of emotion had been portrayed until the well-known "Three Fishers" was sung, and then one realised something of the desolation of a woman's life when the sea gives up its dead. "The Goodbye to the Day" had a note of farewell that was singular and most noteworthy. Of all the ballades the most convincing rendering was Sidney Homer's "Sweet Repentance," a simple melody full of triumph. This was a wonderful song, beautifully sung, and was a delightful contrast to what followed. Miss Van Staveren then sang the sacred song "Ave Maria," with harp-like accompaniment. This was given with an excellent rendering, and showed the wide range of her art. The programme closed with "The Witches' Interlude," already mentioned.	[742, 877, 855, 1035]
article-subheading: HOURS FOR SHOPS.	[519, 600, 590, 610]
article-divider	[132, 781, 245, 784]
article-paragraph: The recently declared increase in the basic wage came into operation to-day. The new Harvester, which has just arrived from New Zealand, has been sold to a Westralian buyer. The price is not stated.	[620, 665, 733, 702]
article-paragraph: Mr. Bonar Law denounced the motion, because it did not contain a word condemning atrocities and murders by Sinn Feiners. Ministers and representatives of the Crown in Ireland had denounced reprisals. There had been a great reduction in the number of reprisals since, but the soldiers and police on whom the Government depended must not have reason to doubt they were backed up in every legitimate way. It would be impossible to have a fair inquiry respecting reprisals, nor who would commit murder would swear anything.	[10, 504, 123, 601]
